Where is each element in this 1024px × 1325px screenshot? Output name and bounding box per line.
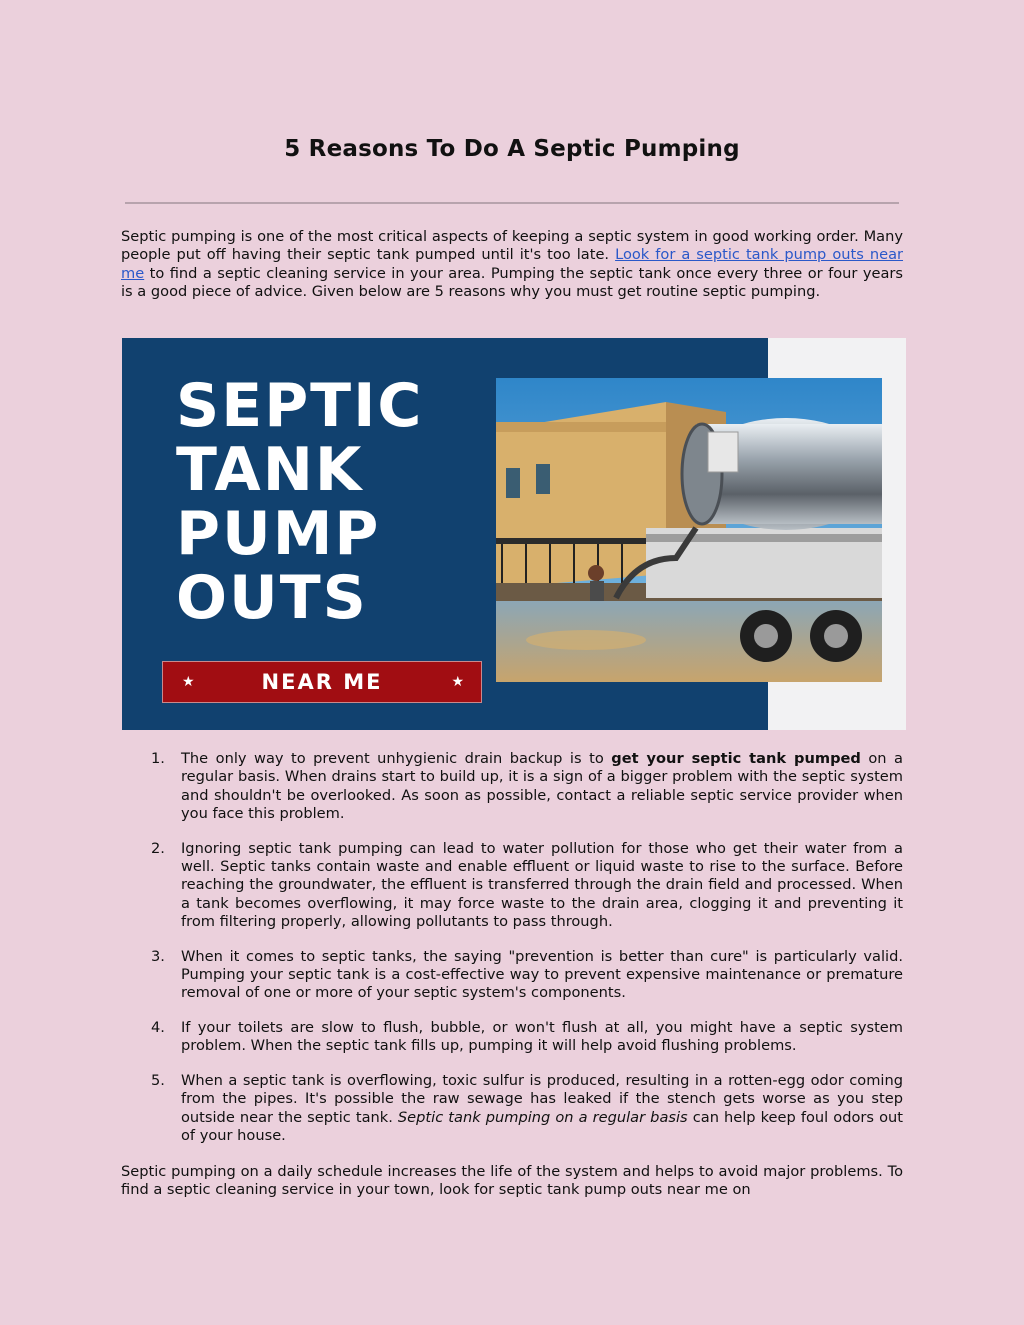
intro-text-end: to find a septic cleaning service in your area. Pumping the septic tank once every three or four years is a good piece of advice. Given below are 5 reasons why you must get routine septic pumping. — [121, 264, 903, 301]
page-title: 5 Reasons To Do A Septic Pumping — [284, 136, 740, 162]
list-item — [121, 1019, 903, 1056]
star-icon: ★ — [451, 674, 464, 690]
reason-text: Ignoring septic tank pumping can lead to water pollution for those who get their water from a well. Septic tanks contain waste and enable effluent or liquid waste to rise to the surface. Before reaching the groundwater, the effluent is transferred through the drain field and processed. When a tank becomes overflowing, it may force waste to the drain area, clogging it and preventing it from filtering properly, allowing pollutants to pass through. — [181, 839, 903, 931]
list-item — [121, 948, 903, 1003]
title-divider — [125, 202, 899, 204]
reason-text: If your toilets are slow to flush, bubble, or won't flush at all, you might have a septic system problem. When the septic tank fills up, pumping it will help avoid flushing problems. — [181, 1018, 903, 1055]
list-item — [121, 750, 903, 824]
reason-emphasis: get your septic tank pumped — [611, 750, 861, 767]
reasons-list — [121, 750, 903, 1161]
truck-photo — [496, 378, 882, 682]
banner-headline-line-2: TANK — [176, 435, 364, 505]
septic-truck-illustration — [496, 378, 882, 682]
banner-headline-line-1: SEPTIC — [176, 371, 424, 441]
septic-pump-outs-link[interactable]: Look for a septic tank pump outs near me — [121, 246, 904, 282]
reason-text: on a regular basis. When drains start to build up, it is a sign of a bigger problem with the septic system and shouldn't be overlooked. As soon as possible, contact a reliable septic service provider when you face this problem. — [181, 750, 903, 823]
banner-headline-line-4: OUTS — [176, 563, 368, 633]
septic-banner-image — [122, 338, 906, 730]
reason-text: When a septic tank is overflowing, toxic sulfur is produced, resulting in a rotten-egg odor coming from the pipes. It's possible the raw sewage has leaked if the stench gets worse as you step outside near the septic tank. — [181, 1071, 903, 1126]
list-number: 5. — [151, 1071, 165, 1089]
reason-text: can help keep foul odors out of your house. — [181, 1108, 903, 1144]
reason-text: When it comes to septic tanks, the saying "prevention is better than cure" is particularly valid. Pumping your septic tank is a cost-effective way to prevent expensive maintenance or premature removal of one or more of your septic system's components. — [181, 947, 903, 1002]
reason-text: The only way to prevent unhygienic drain backup is to — [181, 750, 612, 767]
reason-italic: Septic tank pumping on a regular basis — [397, 1108, 688, 1126]
intro-text-start: Septic pumping is one of the most critical aspects of keeping a septic system in good working order. Many people put off having their septic tank pumped until it's too late. — [121, 228, 903, 264]
intro-paragraph — [121, 228, 903, 302]
near-me-label: NEAR ME — [261, 670, 383, 694]
list-number: 3. — [151, 947, 165, 965]
list-number: 4. — [151, 1018, 165, 1036]
list-number: 2. — [151, 839, 165, 857]
closing-paragraph: Septic pumping on a daily schedule increases the life of the system and helps to avoid major problems. To find a septic cleaning service in your town, look for septic tank pump outs near me on — [121, 1163, 903, 1199]
list-item — [121, 1072, 903, 1146]
star-icon: ★ — [182, 674, 195, 690]
list-number: 1. — [151, 750, 165, 767]
banner-headline-line-3: PUMP — [176, 499, 381, 569]
near-me-badge — [162, 661, 482, 703]
list-item — [121, 840, 903, 932]
